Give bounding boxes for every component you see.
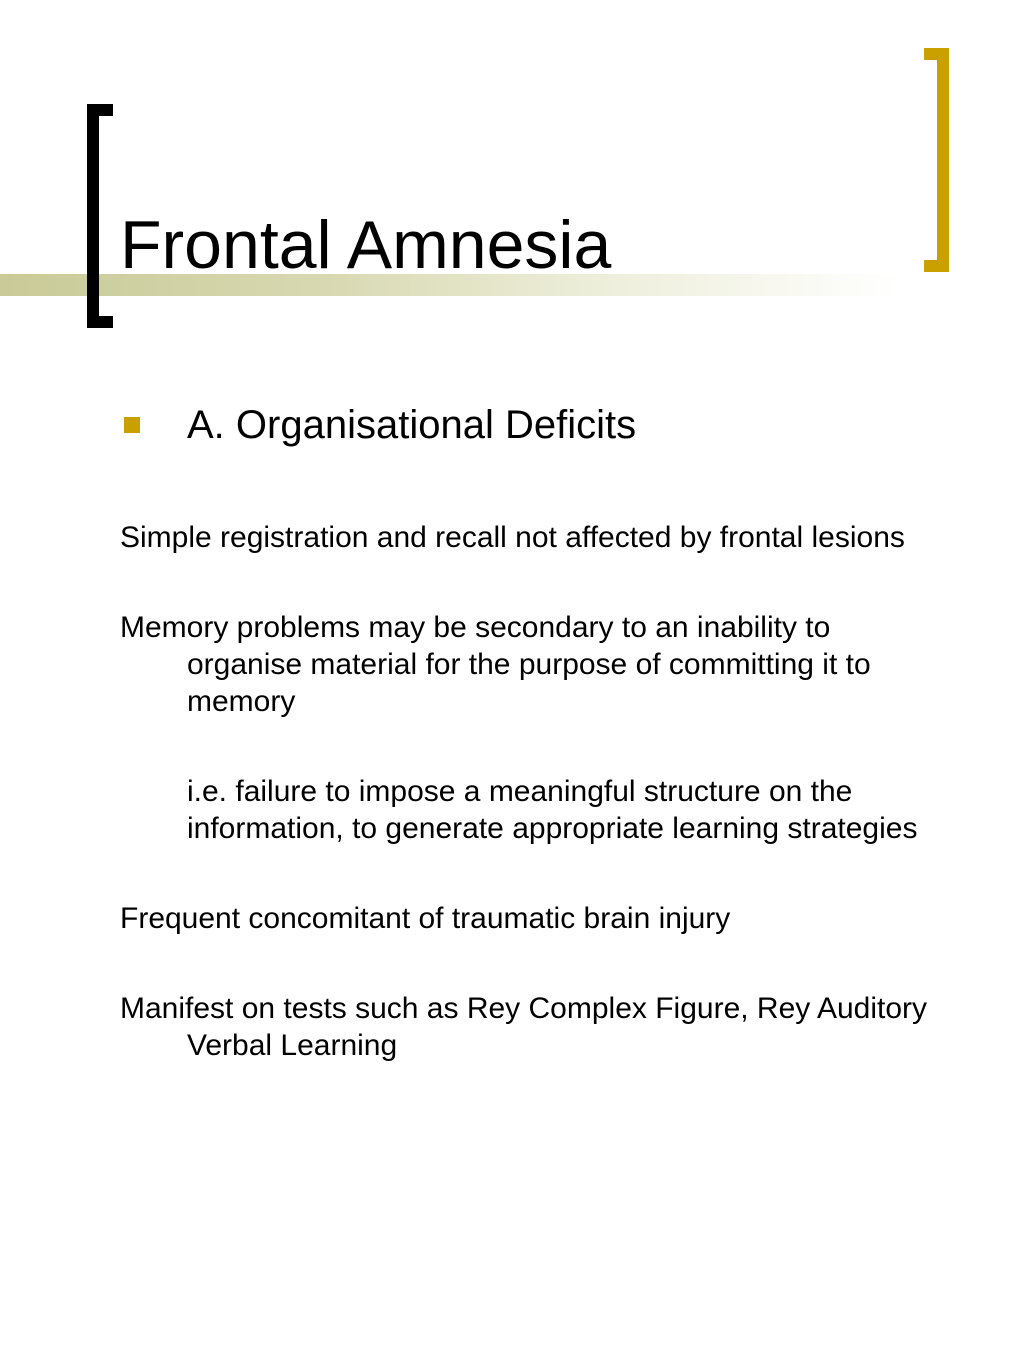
body-paragraph: Frequent concomitant of traumatic brain injury	[120, 902, 731, 935]
bullet-heading-row	[120, 402, 636, 448]
square-bullet-icon	[124, 417, 140, 433]
body-paragraph: Manifest on tests such as Rey Complex Figure, Rey Auditory Verbal Learning	[120, 992, 928, 1062]
left-bracket-decoration	[87, 104, 113, 328]
right-bracket-decoration	[924, 48, 949, 272]
slide-title: Frontal Amnesia	[120, 207, 612, 283]
body-paragraph-indented: i.e. failure to impose a meaningful structure on the information, to generate appropriate learning strategies	[187, 775, 918, 845]
slide-body	[120, 519, 950, 1117]
bullet-heading: A. Organisational Deficits	[187, 403, 637, 447]
body-paragraph: Memory problems may be secondary to an inability to organise material for the purpose of committing it to memory	[120, 611, 871, 718]
body-paragraph: Simple registration and recall not affected by frontal lesions	[120, 521, 905, 554]
